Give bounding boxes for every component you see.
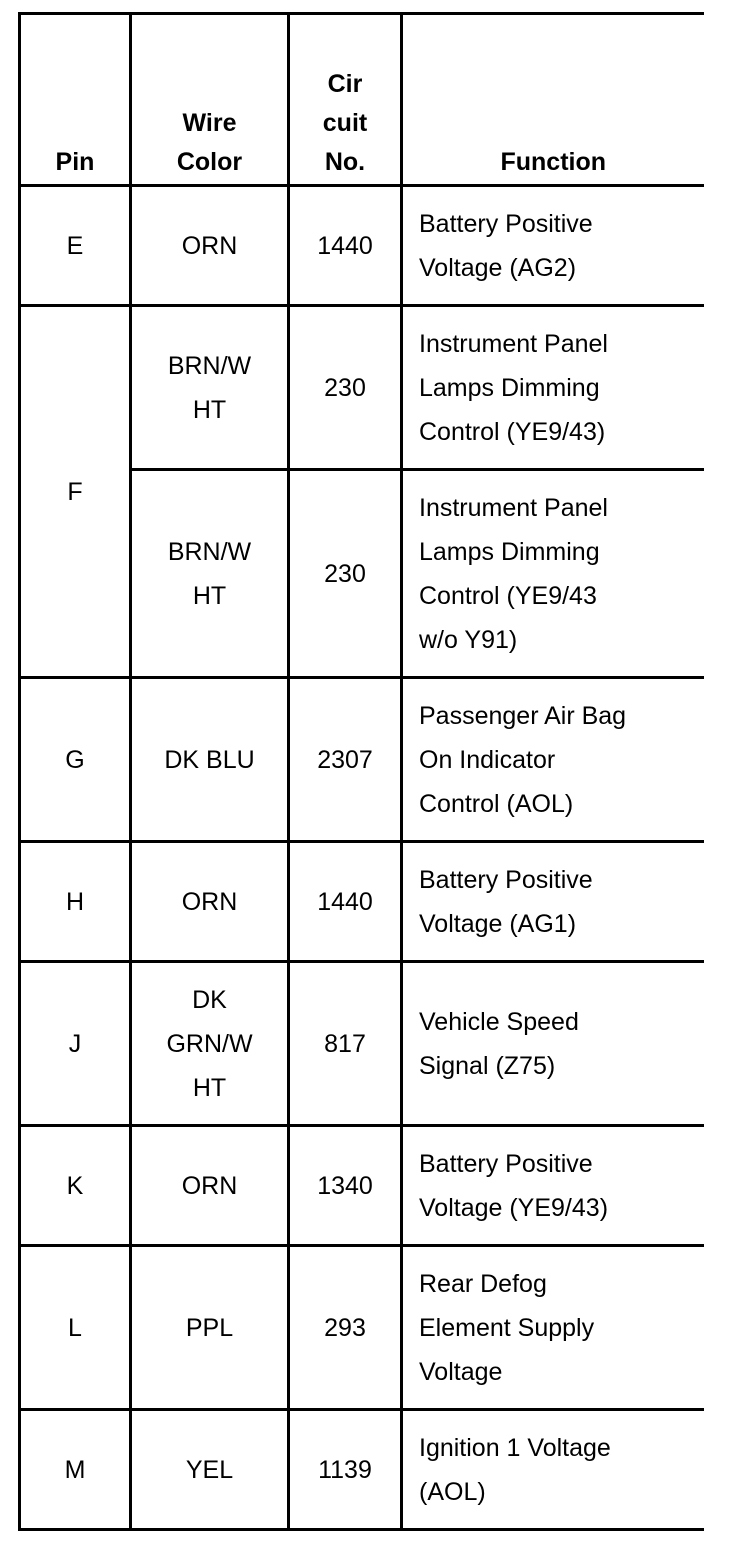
pin-cell: J	[20, 962, 131, 1126]
circuit-cell: 2307	[289, 678, 402, 842]
wire-color-line: GRN/W	[166, 1029, 253, 1058]
table-row	[20, 1246, 704, 1410]
function-line: w/o Y91)	[419, 625, 518, 654]
wire-color-line: ORN	[181, 1171, 238, 1200]
function-cell	[402, 470, 704, 678]
wire-color-line: YEL	[185, 1455, 234, 1484]
wire-color-line: HT	[192, 395, 227, 424]
function-cell	[402, 842, 704, 962]
header-wire-color-line: Wire	[182, 109, 237, 137]
function-cell	[402, 306, 704, 470]
wire-color-cell	[131, 678, 289, 842]
table-row	[20, 1126, 704, 1246]
wire-color-line: HT	[192, 581, 227, 610]
function-line: Voltage (AG2)	[419, 253, 577, 282]
circuit-cell: 1440	[289, 186, 402, 306]
circuit-cell: 817	[289, 962, 402, 1126]
wire-color-cell	[131, 186, 289, 306]
function-line: Voltage (AG1)	[419, 909, 577, 938]
wire-color-line: DK BLU	[164, 745, 255, 774]
header-circuit-no-line: cuit	[322, 109, 368, 137]
function-line: Vehicle Speed	[419, 1007, 579, 1036]
pinout-table	[18, 12, 704, 1531]
function-line: Control (YE9/43)	[419, 417, 606, 446]
pin-cell: H	[20, 842, 131, 962]
pin-cell: G	[20, 678, 131, 842]
pin-cell: K	[20, 1126, 131, 1246]
wire-color-line: BRN/W	[167, 537, 252, 566]
function-line: Signal (Z75)	[419, 1051, 556, 1080]
header-row	[20, 14, 704, 186]
circuit-cell: 1340	[289, 1126, 402, 1246]
pin-cell: F	[20, 306, 131, 678]
table-row	[20, 1410, 704, 1530]
function-line: Battery Positive	[419, 1149, 593, 1178]
function-line: Instrument Panel	[419, 329, 608, 358]
function-line: Control (AOL)	[419, 789, 574, 818]
function-line: (AOL)	[419, 1477, 486, 1506]
wire-color-line: HT	[192, 1073, 227, 1102]
function-line: Element Supply	[419, 1313, 595, 1342]
circuit-cell: 230	[289, 470, 402, 678]
connector-pinout-sheet	[18, 12, 704, 1528]
table-row	[20, 306, 704, 470]
function-line: Lamps Dimming	[419, 373, 600, 402]
wire-color-cell	[131, 962, 289, 1126]
wire-color-cell	[131, 1246, 289, 1410]
wire-color-cell	[131, 1410, 289, 1530]
function-line: Battery Positive	[419, 865, 593, 894]
function-cell	[402, 1126, 704, 1246]
function-line: Ignition 1 Voltage	[419, 1433, 611, 1462]
function-line: Battery Positive	[419, 209, 593, 238]
wire-color-cell	[131, 842, 289, 962]
pin-cell: L	[20, 1246, 131, 1410]
circuit-cell: 1139	[289, 1410, 402, 1530]
header-wire-color	[131, 14, 289, 186]
function-line: Lamps Dimming	[419, 537, 600, 566]
function-line: Passenger Air Bag	[419, 701, 627, 730]
wire-color-cell	[131, 306, 289, 470]
header-circuit-no	[289, 14, 402, 186]
table-row	[20, 962, 704, 1126]
header-circuit-no-line: Cir	[327, 70, 363, 98]
circuit-cell: 230	[289, 306, 402, 470]
function-line: Instrument Panel	[419, 493, 608, 522]
wire-color-line: PPL	[185, 1313, 234, 1342]
function-cell	[402, 962, 704, 1126]
function-cell	[402, 1410, 704, 1530]
header-pin: Pin	[20, 14, 131, 186]
pin-cell: M	[20, 1410, 131, 1530]
function-line: Voltage (YE9/43)	[419, 1193, 609, 1222]
wire-color-cell	[131, 1126, 289, 1246]
wire-color-line: DK	[192, 985, 227, 1014]
table-row	[20, 842, 704, 962]
function-cell	[402, 1246, 704, 1410]
pin-cell: E	[20, 186, 131, 306]
table-row	[20, 186, 704, 306]
table-row	[20, 678, 704, 842]
function-line: Control (YE9/43	[419, 581, 597, 610]
function-line: Rear Defog	[419, 1269, 547, 1298]
circuit-cell: 293	[289, 1246, 402, 1410]
header-wire-color-line: Color	[176, 148, 243, 176]
wire-color-cell	[131, 470, 289, 678]
wire-color-line: BRN/W	[167, 351, 252, 380]
function-line: Voltage	[419, 1357, 503, 1386]
header-function: Function	[402, 14, 704, 186]
wire-color-line: ORN	[181, 231, 238, 260]
wire-color-line: ORN	[181, 887, 238, 916]
function-cell	[402, 678, 704, 842]
circuit-cell: 1440	[289, 842, 402, 962]
header-circuit-no-line: No.	[324, 148, 366, 176]
function-line: On Indicator	[419, 745, 556, 774]
function-cell	[402, 186, 704, 306]
